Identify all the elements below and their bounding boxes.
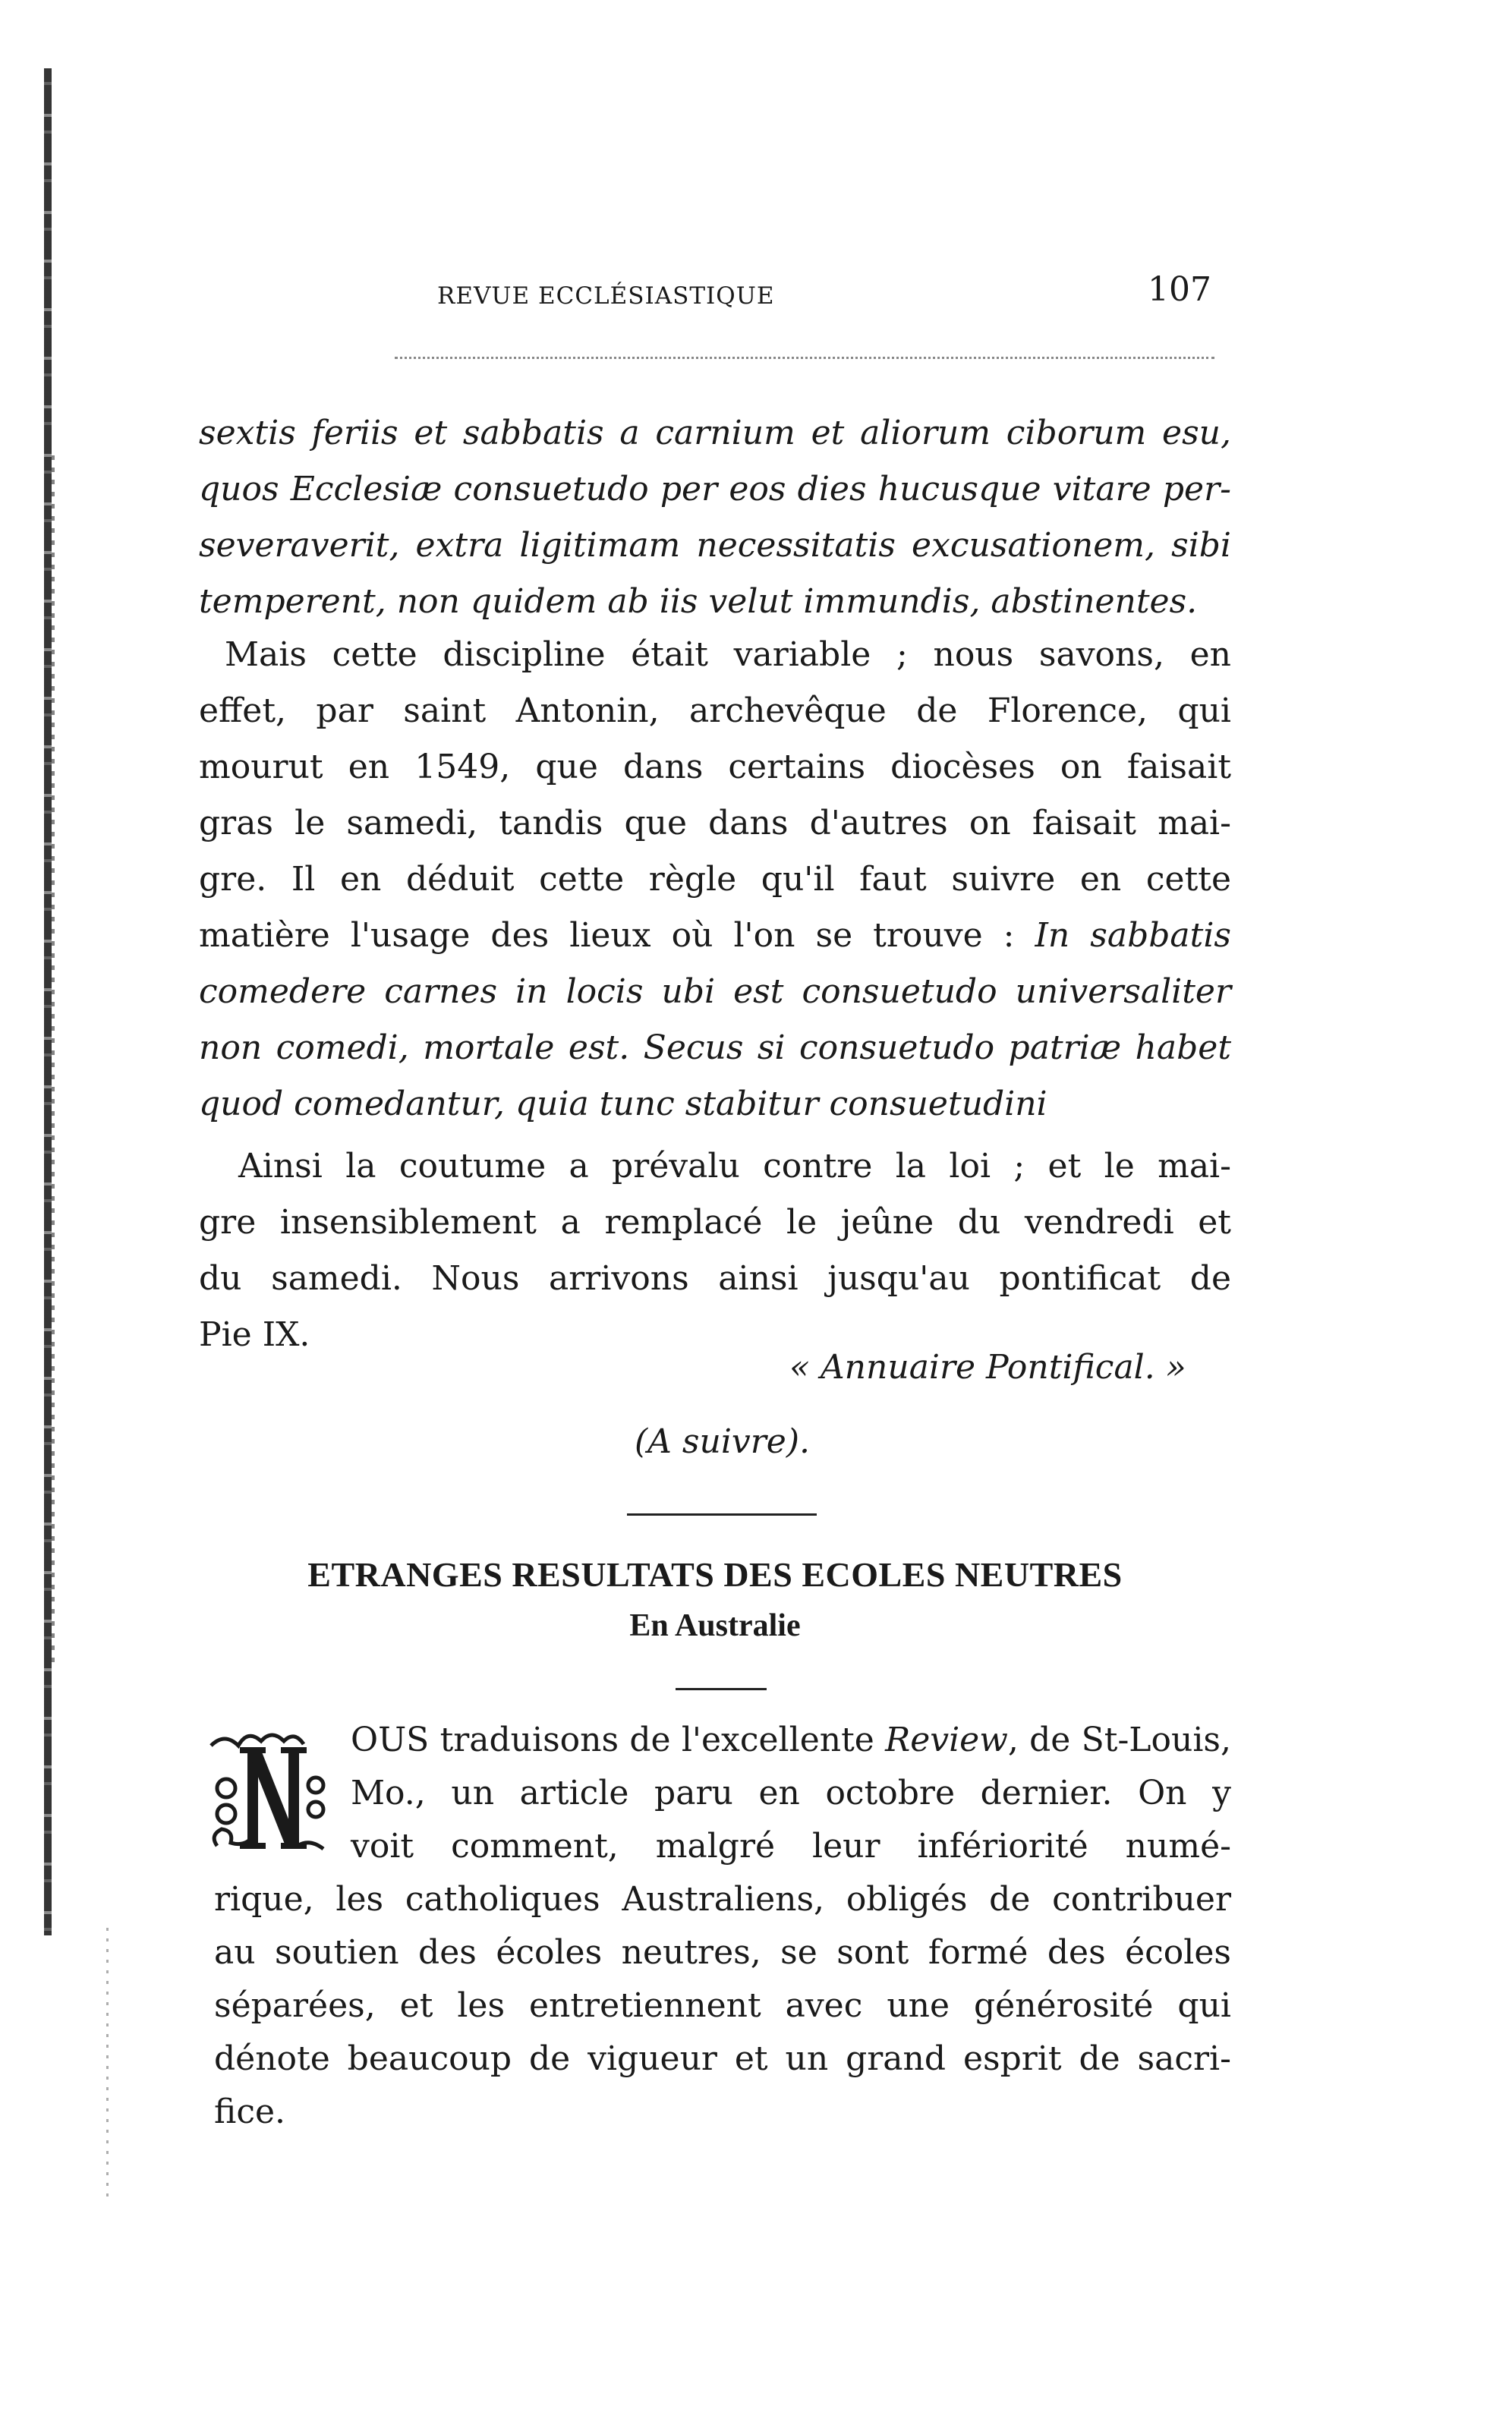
paragraph-line-roman: matière l'usage des lieux où l'on se trouve : bbox=[199, 916, 1035, 955]
latin-citation-line: quod comedantur, quia tunc stabitur consuetudini bbox=[199, 1085, 1047, 1123]
paragraph-custom bbox=[199, 1138, 1231, 1363]
paragraph-discipline bbox=[199, 627, 1231, 1132]
paragraph-line: mourut en 1549, que dans certains diocèses on faisait bbox=[199, 748, 1231, 786]
article-body bbox=[214, 1714, 1231, 2139]
paragraph-line: gre insensiblement a remplacé le jeûne du vendredi et bbox=[199, 1203, 1231, 1242]
article-line: fice. bbox=[214, 2093, 286, 2131]
article-line: voit comment, malgré leur infériorité numé- bbox=[351, 1827, 1231, 1866]
section-divider bbox=[627, 1513, 817, 1516]
latin-quote bbox=[199, 405, 1231, 630]
latin-quote-line: temperent, non quidem ab iis velut immundis, abstinentes. bbox=[199, 582, 1198, 621]
article-line: au soutien des écoles neutres, se sont formé des écoles bbox=[214, 1933, 1231, 1972]
review-title: Review bbox=[885, 1721, 1008, 1759]
latin-quote-line: quos Ecclesiæ consuetudo per eos dies hucusque vitare per- bbox=[199, 470, 1231, 509]
latin-citation-line: comedere carnes in locis ubi est consuetudo universaliter bbox=[199, 972, 1231, 1011]
page-number: 107 bbox=[1148, 270, 1211, 309]
latin-quote-line: sextis feriis et sabbatis a carnium et aliorum ciborum esu, bbox=[199, 414, 1231, 452]
article-first-line bbox=[351, 1714, 1231, 1767]
paragraph-line: du samedi. Nous arrivons ainsi jusqu'au pontificat de bbox=[199, 1259, 1231, 1298]
paragraph-line-mixed bbox=[199, 908, 1231, 964]
running-head: REVUE ECCLÉSIASTIQUE bbox=[437, 282, 775, 310]
header-dotted-rule bbox=[395, 357, 1214, 359]
binding-edge-speckle bbox=[52, 455, 55, 1670]
paragraph-line: Pie IX. bbox=[199, 1315, 310, 1354]
binding-edge-speckle-lower bbox=[106, 1928, 109, 2201]
paragraph-line: gre. Il en déduit cette règle qu'il faut suivre en cette bbox=[199, 860, 1231, 899]
latin-citation-line: non comedi, mortale est. Secus si consuetudo patriæ habet bbox=[199, 1028, 1231, 1067]
paragraph-line: gras le samedi, tandis que dans d'autres on faisait mai- bbox=[199, 804, 1231, 842]
article-text: OUS traduisons de l'excellente bbox=[351, 1721, 886, 1759]
paragraph-line: Mais cette discipline était variable ; nous savons, en bbox=[225, 635, 1231, 674]
to-be-continued: (A suivre). bbox=[635, 1422, 810, 1461]
latin-quote-line: severaverit, extra ligitimam necessitatis excusationem, sibi bbox=[199, 526, 1231, 565]
paragraph-line: Ainsi la coutume a prévalu contre la loi ; et le mai- bbox=[238, 1147, 1231, 1186]
source-attribution: « Annuaire Pontifical. » bbox=[789, 1348, 1186, 1387]
article-line: séparées, et les entretiennent avec une générosité qui bbox=[214, 1986, 1231, 2025]
article-title: ETRANGES RESULTATS DES ECOLES NEUTRES bbox=[307, 1555, 1123, 1594]
paragraph-line-italic: In sabbatis bbox=[1035, 916, 1231, 955]
article-line: dénote beaucoup de vigueur et un grand esprit de sacri- bbox=[214, 2039, 1231, 2078]
title-divider bbox=[676, 1688, 767, 1690]
paragraph-line: effet, par saint Antonin, archevêque de Florence, qui bbox=[199, 691, 1231, 730]
article-subtitle: En Australie bbox=[629, 1608, 801, 1643]
article-text: , de St-Louis, bbox=[1007, 1721, 1231, 1759]
article-line: rique, les catholiques Australiens, obligés de contribuer bbox=[214, 1880, 1231, 1919]
binding-edge-shadow bbox=[44, 68, 52, 1935]
article-line: Mo., un article paru en octobre dernier. On y bbox=[351, 1774, 1231, 1812]
